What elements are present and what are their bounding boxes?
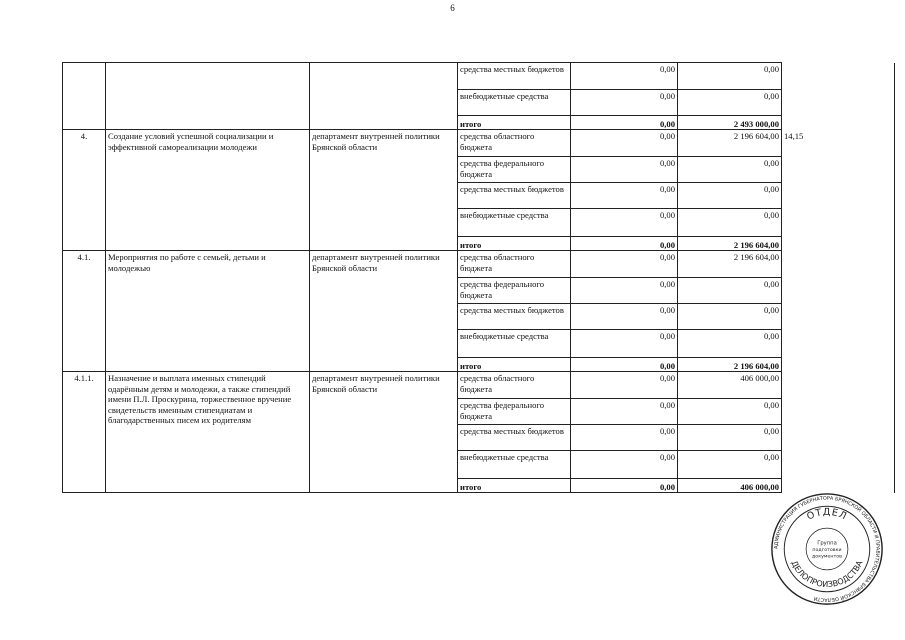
table-row: [63, 251, 895, 278]
amount-cell: 0,00: [571, 451, 678, 479]
funding-source-cell: внебюджетные средства: [458, 451, 571, 479]
funding-source-cell: средства федерального бюджета: [458, 399, 571, 425]
note-cell: 14,15: [782, 130, 895, 157]
table-row: [63, 63, 895, 90]
stamp-arc-bottom: ДЕЛОПРОИЗВОДСТВА: [789, 559, 865, 590]
department-cell: департамент внутренней политики Брянской области: [310, 372, 458, 493]
funding-source-cell: итого: [458, 237, 571, 251]
amount-cell: 0,00: [678, 63, 782, 90]
note-cell: [782, 237, 895, 251]
funding-source-cell: средства местных бюджетов: [458, 304, 571, 330]
amount-cell: 2 196 604,00: [678, 251, 782, 278]
note-cell: [782, 372, 895, 399]
funding-source-cell: средства областного бюджета: [458, 251, 571, 278]
amount-cell: 0,00: [571, 304, 678, 330]
table-row: [63, 372, 895, 399]
amount-cell: 0,00: [571, 116, 678, 130]
amount-cell: 0,00: [678, 90, 782, 116]
amount-cell: 0,00: [678, 278, 782, 304]
funding-source-cell: итого: [458, 479, 571, 493]
amount-cell: 0,00: [571, 63, 678, 90]
amount-cell: 0,00: [571, 157, 678, 183]
amount-cell: 2 493 000,00: [678, 116, 782, 130]
amount-cell: 0,00: [678, 330, 782, 358]
amount-cell: 0,00: [678, 304, 782, 330]
amount-cell: 406 000,00: [678, 479, 782, 493]
page-number: 6: [450, 3, 455, 13]
row-number-cell: 4.: [63, 130, 106, 251]
note-cell: [782, 90, 895, 116]
department-cell: департамент внутренней политики Брянской области: [310, 251, 458, 372]
amount-cell: 0,00: [678, 399, 782, 425]
note-cell: [782, 209, 895, 237]
amount-cell: 0,00: [571, 330, 678, 358]
note-cell: [782, 278, 895, 304]
amount-cell: 0,00: [571, 278, 678, 304]
amount-cell: 0,00: [571, 372, 678, 399]
note-cell: [782, 183, 895, 209]
event-name-cell: [106, 63, 310, 130]
amount-cell: 0,00: [678, 451, 782, 479]
amount-cell: 0,00: [571, 237, 678, 251]
funding-source-cell: средства областного бюджета: [458, 130, 571, 157]
funding-source-cell: средства местных бюджетов: [458, 63, 571, 90]
stamp-center-line3: документов: [812, 554, 842, 560]
note-cell: [782, 251, 895, 278]
note-cell: [782, 399, 895, 425]
amount-cell: 0,00: [571, 399, 678, 425]
amount-cell: 0,00: [571, 251, 678, 278]
note-cell: [782, 358, 895, 372]
note-cell: [782, 330, 895, 358]
funding-source-cell: средства областного бюджета: [458, 372, 571, 399]
note-cell: [782, 63, 895, 90]
note-cell: [782, 479, 895, 493]
amount-cell: 0,00: [678, 183, 782, 209]
amount-cell: 2 196 604,00: [678, 358, 782, 372]
amount-cell: 0,00: [678, 425, 782, 451]
amount-cell: 2 196 604,00: [678, 130, 782, 157]
table-row: [63, 130, 895, 157]
note-cell: [782, 304, 895, 330]
funding-source-cell: внебюджетные средства: [458, 209, 571, 237]
amount-cell: 0,00: [571, 425, 678, 451]
amount-cell: 0,00: [571, 183, 678, 209]
stamp-ring-text: АДМИНИСТРАЦИЯ ГУБЕРНАТОРА БРЯНСКОЙ ОБЛАСТИ И ПРАВИТЕЛЬСТВА БРЯНСКОЙ ОБЛАСТИ: [773, 495, 881, 603]
event-name-cell: Назначение и выплата именных стипендий одарённым детям и молодежи, а также стипендий имени П.Л. Проскурина, торжественное вручение свидетельств именным стипендиатам и благодарственных писем их родителям: [106, 372, 310, 493]
budget-table: [62, 62, 895, 493]
row-number-cell: 4.1.1.: [63, 372, 106, 493]
amount-cell: 0,00: [678, 209, 782, 237]
note-cell: [782, 425, 895, 451]
funding-source-cell: средства местных бюджетов: [458, 183, 571, 209]
note-cell: [782, 451, 895, 479]
department-stamp: [770, 492, 884, 606]
amount-cell: 406 000,00: [678, 372, 782, 399]
row-number-cell: [63, 63, 106, 130]
funding-source-cell: внебюджетные средства: [458, 90, 571, 116]
funding-source-cell: итого: [458, 358, 571, 372]
amount-cell: 2 196 604,00: [678, 237, 782, 251]
event-name-cell: Создание условий успешной социализации и эффективной самореализации молодежи: [106, 130, 310, 251]
amount-cell: 0,00: [678, 157, 782, 183]
amount-cell: 0,00: [571, 479, 678, 493]
department-cell: департамент внутренней политики Брянской области: [310, 130, 458, 251]
stamp-center-line1: Группа: [817, 540, 837, 547]
amount-cell: 0,00: [571, 209, 678, 237]
funding-source-cell: средства федерального бюджета: [458, 278, 571, 304]
funding-source-cell: внебюджетные средства: [458, 330, 571, 358]
funding-source-cell: средства федерального бюджета: [458, 157, 571, 183]
row-number-cell: 4.1.: [63, 251, 106, 372]
note-cell: [782, 157, 895, 183]
amount-cell: 0,00: [571, 90, 678, 116]
funding-source-cell: итого: [458, 116, 571, 130]
note-cell: [782, 116, 895, 130]
event-name-cell: Мероприятия по работе с семьей, детьми и молодежью: [106, 251, 310, 372]
amount-cell: 0,00: [571, 358, 678, 372]
funding-source-cell: средства местных бюджетов: [458, 425, 571, 451]
stamp-center-line2: подготовки: [812, 547, 842, 553]
stamp-arc-top: ОТДЕЛ: [805, 506, 849, 523]
amount-cell: 0,00: [571, 130, 678, 157]
department-cell: [310, 63, 458, 130]
